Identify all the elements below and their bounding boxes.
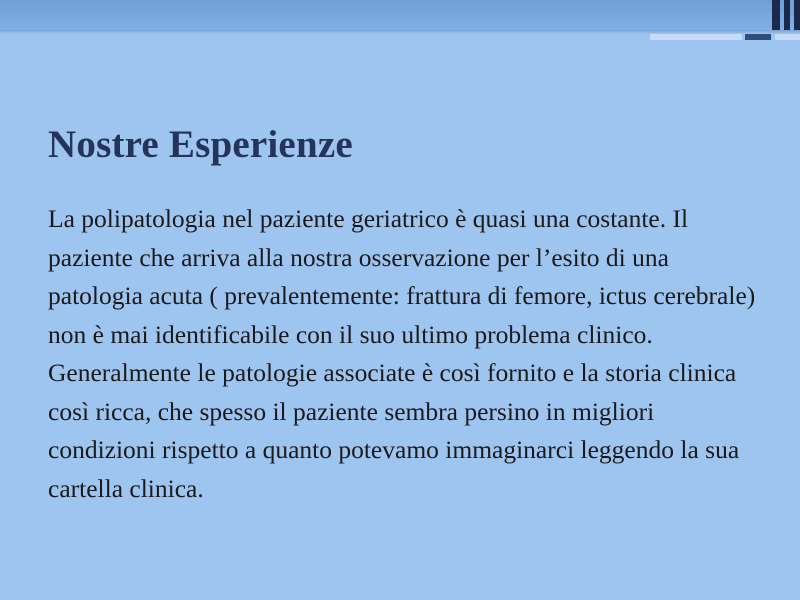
accent-bar: [775, 34, 800, 40]
accent-bar-dark: [745, 34, 771, 40]
corner-block: [794, 0, 800, 30]
body-paragraph: Generalmente le patologie associate è così fornito e la storia clinica così ricca, che spesso il paziente sembra persino in migliori condizioni rispetto a quanto potevamo immaginarci leggendo la sua cartella clinica.: [48, 358, 740, 503]
accent-bar: [650, 34, 742, 40]
corner-block: [772, 0, 780, 30]
top-decorative-band: [0, 0, 800, 30]
slide-title: Nostre Esperienze: [48, 123, 353, 166]
slide-body: [48, 200, 768, 508]
corner-block: [784, 0, 790, 30]
corner-decoration: [772, 0, 800, 30]
body-paragraph: La polipatologia nel paziente geriatrico è quasi una costante. Il paziente che arriva alla nostra osservazione per l’esito di una patologia acuta ( prevalentemente: frattura di femore, ictus cerebrale) non è mai identificabile con il suo ultimo problema clinico.: [48, 204, 756, 349]
